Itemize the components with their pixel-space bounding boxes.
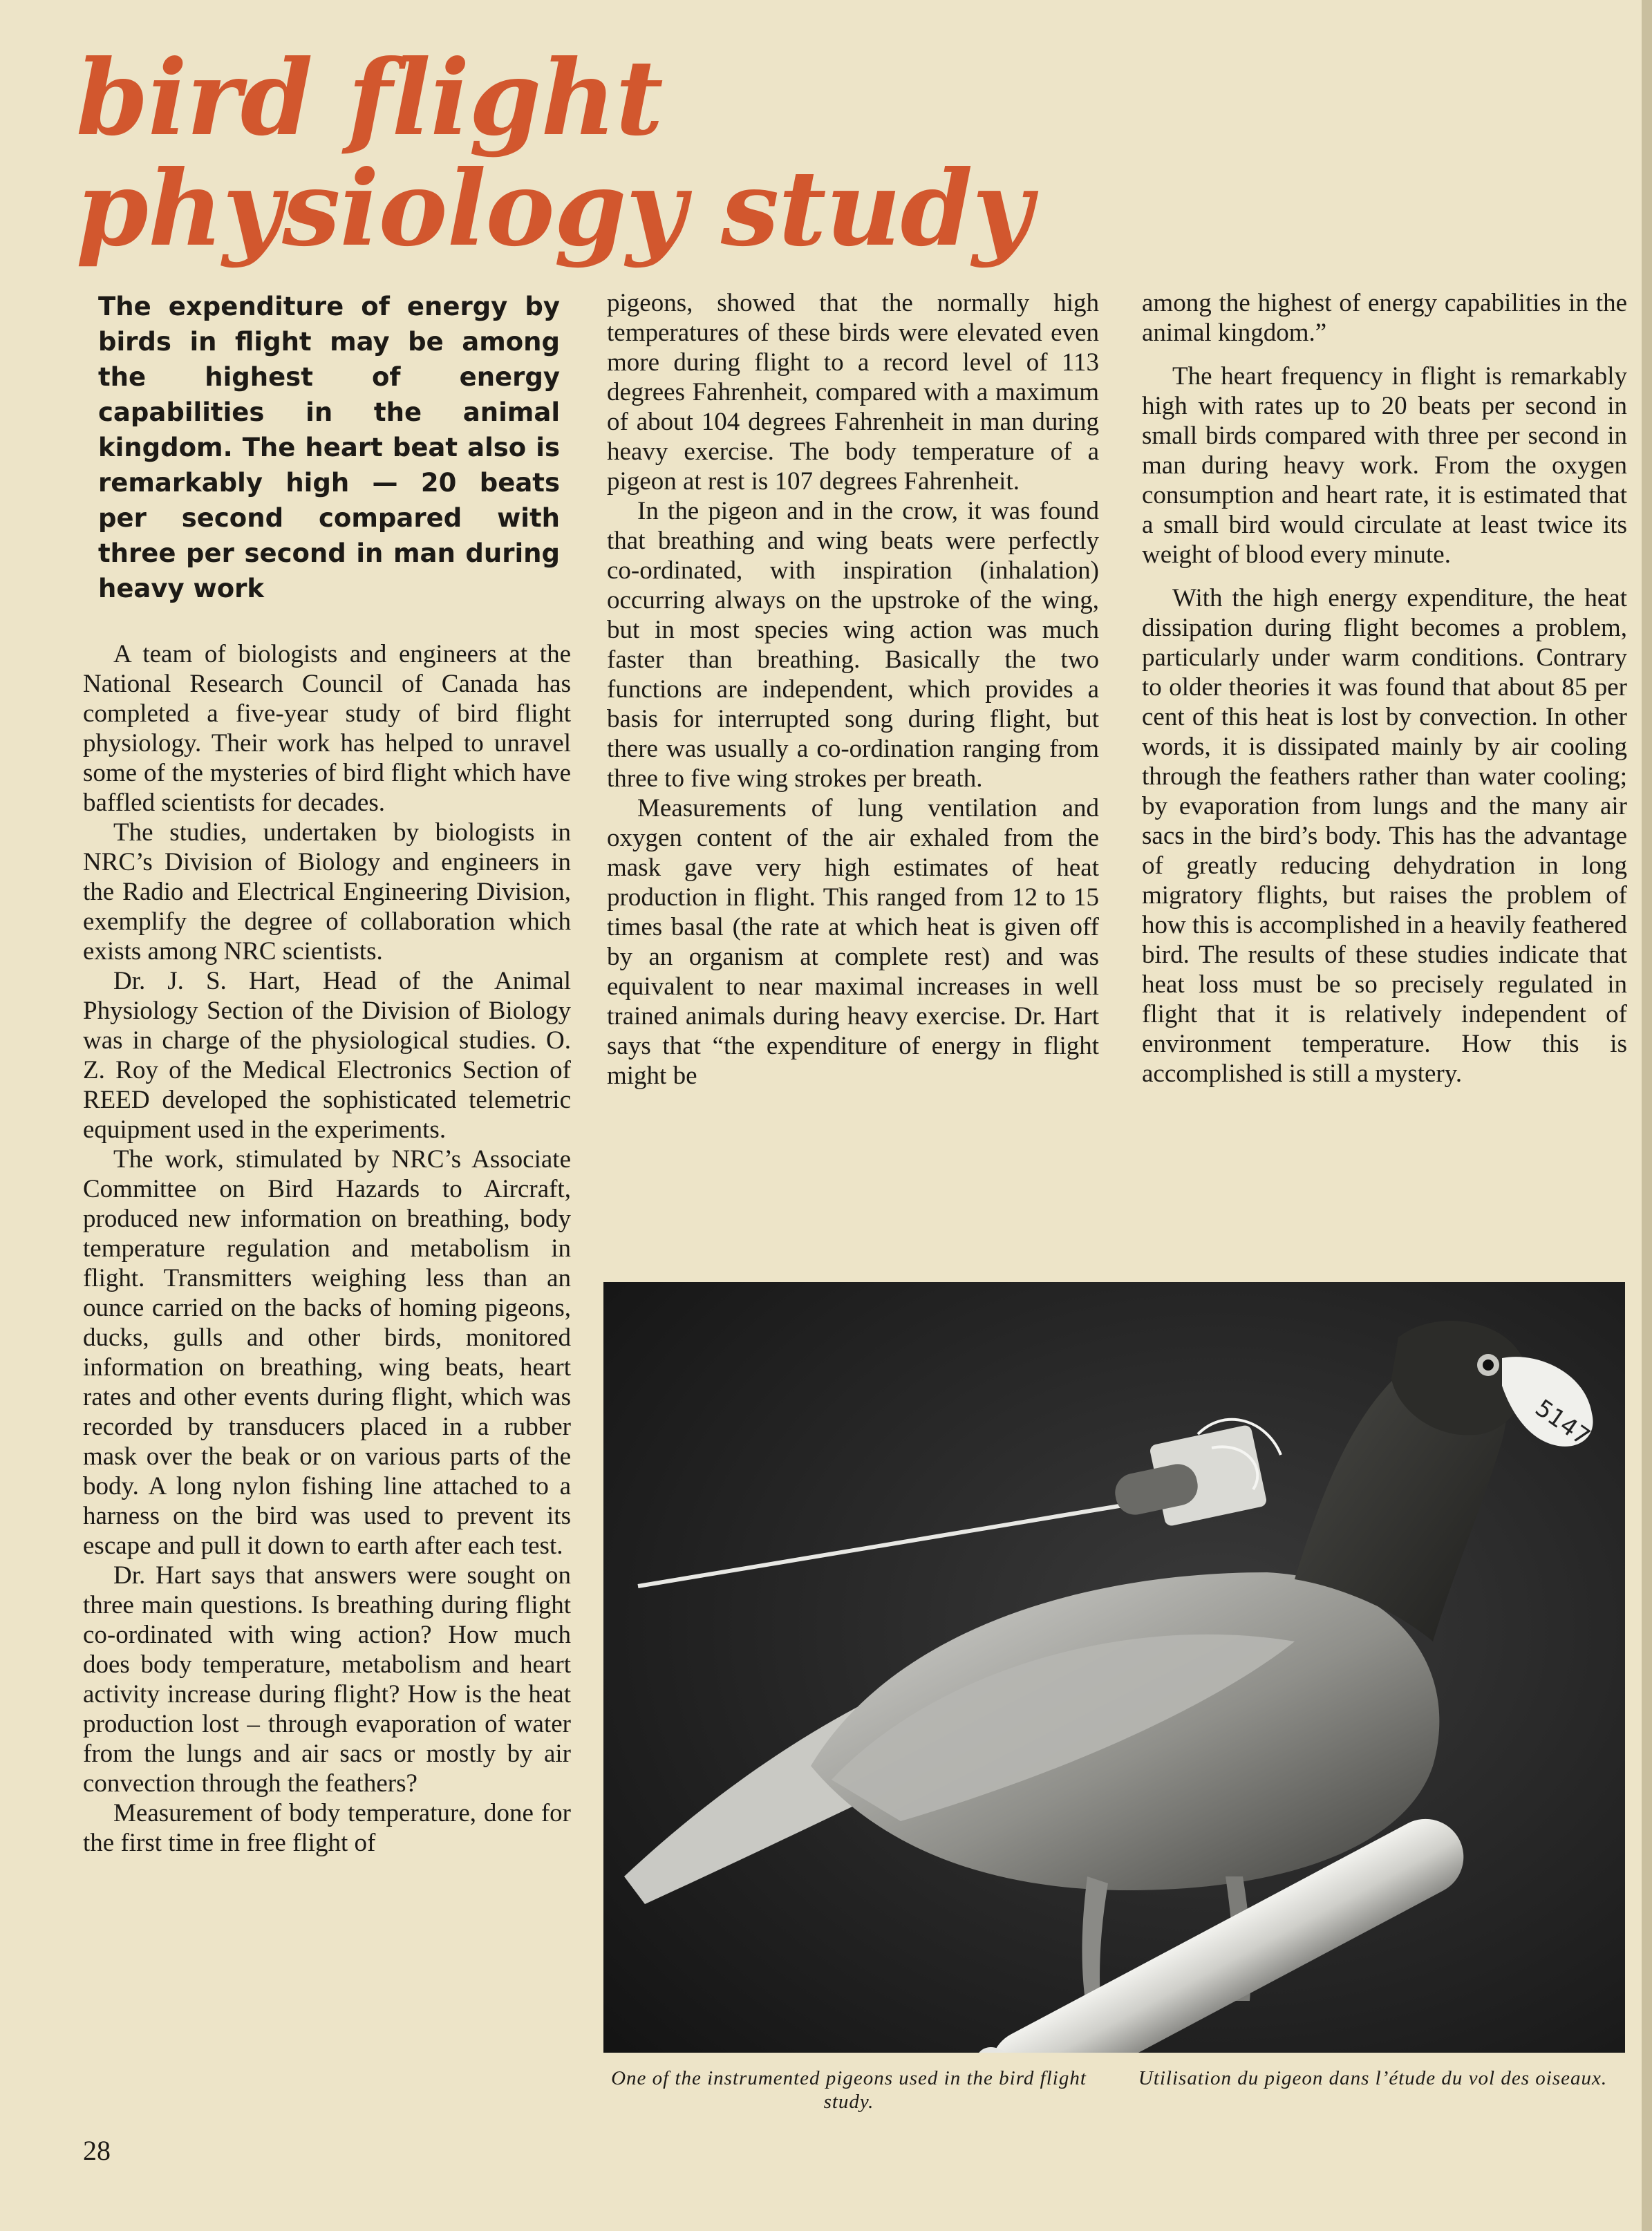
col1-paragraph: Dr. J. S. Hart, Head of the Animal Physiology Section of the Division of Biology was in charge of the physiological studies. O. Z. Roy of the Medical Electronics Section of REED developed the sophisticated telemetric equipment used in the experiments.	[83, 967, 571, 1144]
col1-paragraph: Measurement of body temperature, done for the first time in free flight of	[83, 1799, 571, 1857]
intro-summary: The expenditure of energy by birds in flight may be among the highest of energy capabilities in the animal kingdom. The heart beat also is remarkably high — 20 beats per second compared with three per second in man during heavy work	[98, 292, 560, 603]
photo-caption-french: Utilisation du pigeon dans l’étude du vol des oiseaux.	[1138, 2067, 1608, 2089]
body-column-1	[83, 639, 571, 1858]
col2-paragraph: Measurements of lung ventilation and oxygen content of the air exhaled from the mask gave very high estimates of heat production in flight. This ranged from 12 to 15 times basal (the rate at which heat is given off by an organism at complete rest) and was equivalent to near maximal increases in well trained animals during heavy exercise. Dr. Hart says that “the expenditure of energy in flight might be	[607, 794, 1099, 1090]
col1-paragraph: The studies, undertaken by biologists in NRC’s Division of Biology and engineers in the Radio and Electrical Engineering Division, exemplify the degree of collaboration which exists among NRC scientists.	[83, 818, 571, 966]
title-line-2: physiology study	[76, 148, 1032, 270]
pigeon-photo	[603, 1282, 1625, 2053]
body-column-3	[1142, 288, 1627, 1089]
article-title	[76, 37, 1032, 270]
page-number: 28	[83, 2135, 111, 2166]
photo-caption-english: One of the instrumented pigeons used in the bird flight study.	[611, 2067, 1087, 2113]
col3-paragraph: With the high energy expenditure, the heat dissipation during flight becomes a problem, particularly under warm conditions. Contrary to older theories it was found that about 85 per cent of this heat is lost by convection. In other words, it is dissipated mainly by air cooling through the feathers rather than water cooling; by evaporation from lungs and the many air sacs in the bird’s body. This has the advantage of greatly reducing dehydration in long migratory flights, but raises the problem of how this is accomplished in a heavily feathered bird. The results of these studies indicate that heat loss must be so precisely regulated in flight that it is relatively independent of environment temperature. How this is accomplished is still a mystery.	[1142, 584, 1627, 1088]
col2-paragraph: In the pigeon and in the crow, it was found that breathing and wing beats were perfectly co-ordinated, with inspiration (inhalation) occurring always on the upstroke of the wing, but in most species wing action was much faster than breathing. Basically the two functions are independent, which provides a basis for interrupted song during flight, but there was usually a co-ordination ranging from three to five wing strokes per breath.	[607, 497, 1099, 793]
col3-paragraph: The heart frequency in flight is remarkably high with rates up to 20 beats per second in small birds compared with three per second in man during heavy work. From the oxygen consumption and heart rate, it is estimated that a small bird would circulate at least twice its weight of blood every minute.	[1142, 362, 1627, 569]
title-line-1: bird flight	[76, 37, 663, 159]
col2-paragraph: pigeons, showed that the normally high temperatures of these birds were elevated even more during flight to a record level of 113 degrees Fahrenheit, compared with a maximum of about 104 degrees Fahrenheit in man during heavy exercise. The body temperature of a pigeon at rest is 107 degrees Fahrenheit.	[607, 289, 1099, 496]
body-column-2	[607, 288, 1099, 1091]
page-edge	[1642, 0, 1652, 2231]
mask-tag: 5147	[1530, 1394, 1595, 1451]
col1-paragraph: Dr. Hart says that answers were sought on three main questions. Is breathing during flight co-ordinated with wing action? How much does body temperature, metabolism and heart activity increase during flight? How is the heat production lost – through evaporation of water from the lungs and air sacs or mostly by air convection through the feathers?	[83, 1561, 571, 1798]
col1-paragraph: A team of biologists and engineers at the National Research Council of Canada has completed a five-year study of bird flight physiology. Their work has helped to unravel some of the mysteries of bird flight which have baffled scientists for decades.	[83, 640, 571, 817]
col1-paragraph: The work, stimulated by NRC’s Associate Committee on Bird Hazards to Aircraft, produced new information on breathing, body temperature regulation and metabolism in flight. Transmitters weighing less than an ounce carried on the backs of homing pigeons, ducks, gulls and other birds, monitored information on breathing, wing beats, heart rates and other events during flight, which was recorded by transducers placed in a rubber mask over the beak or on various parts of the body. A long nylon fishing line attached to a harness on the bird was used to prevent its escape and pull it down to earth after each test.	[83, 1145, 571, 1560]
col3-paragraph: among the highest of energy capabilities in the animal kingdom.”	[1142, 289, 1627, 347]
